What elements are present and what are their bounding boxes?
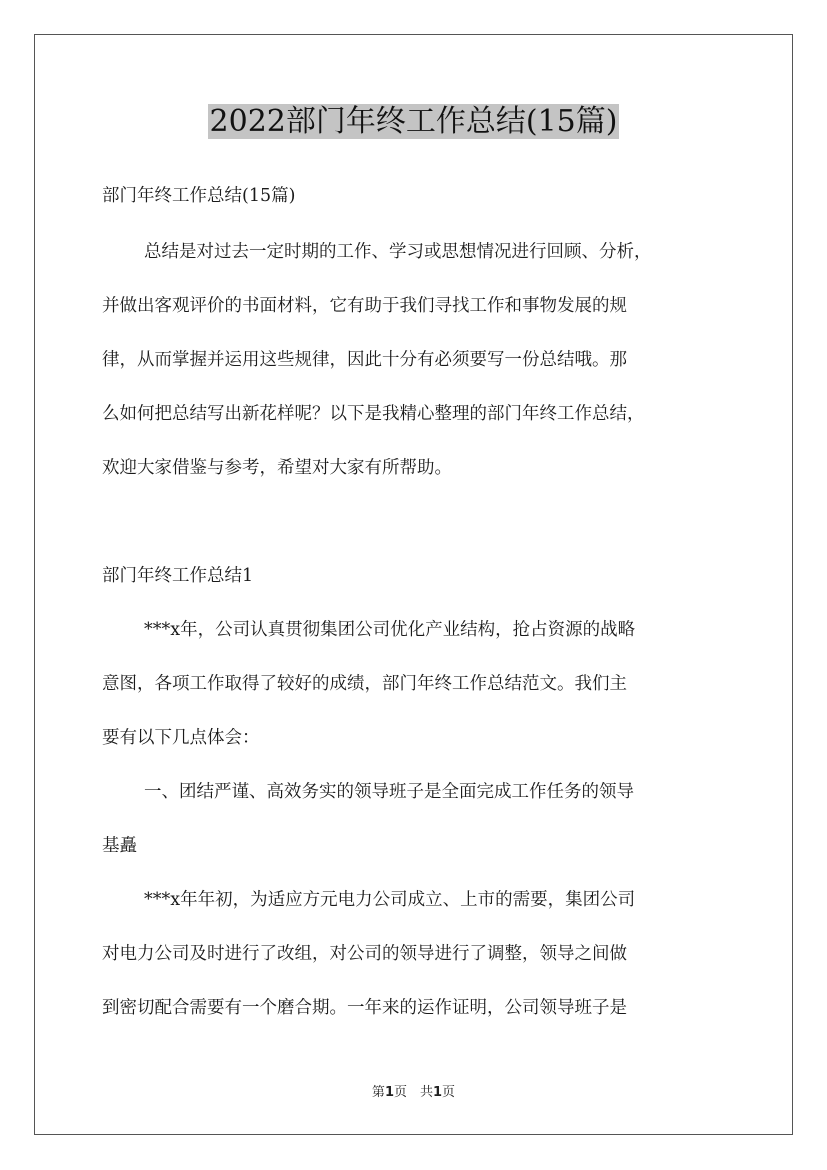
point-line: 基矗 <box>102 836 137 856</box>
footer-current-page: 1 <box>384 1085 394 1100</box>
paragraph-line: 意图，各项工作取得了较好的成绩，部门年终工作总结范文。我们主 <box>102 674 627 694</box>
paragraph-line: 到密切配合需要有一个磨合期。一年来的运作证明，公司领导班子是 <box>102 998 627 1018</box>
paragraph-line: 对电力公司及时进行了改组，对公司的领导进行了调整，领导之间做 <box>102 944 627 964</box>
subtitle: 部门年终工作总结(15篇) <box>102 186 296 206</box>
title-text: 2022部门年终工作总结(15篇) <box>209 104 618 139</box>
footer-mid: 页 共 <box>393 1085 433 1100</box>
intro-line: 总结是对过去一定时期的工作、学习或思想情况进行回顾、分析， <box>144 242 652 262</box>
footer-total-pages: 1 <box>433 1085 443 1100</box>
paragraph-line: ***x年年初，为适应方元电力公司成立、上市的需要，集团公司 <box>144 890 636 910</box>
footer-prefix: 第 <box>371 1085 385 1100</box>
paragraph-line: 要有以下几点体会： <box>102 728 260 748</box>
document-body <box>102 0 738 1080</box>
intro-line: 欢迎大家借鉴与参考，希望对大家有所帮助。 <box>102 458 452 478</box>
intro-line: 律，从而掌握并运用这些规律，因此十分有必须要写一份总结哦。那 <box>102 350 627 370</box>
intro-line: 么如何把总结写出新花样呢？以下是我精心整理的部门年终工作总结， <box>102 404 645 424</box>
footer-suffix: 页 <box>442 1085 456 1100</box>
intro-line: 并做出客观评价的书面材料，它有助于我们寻找工作和事物发展的规 <box>102 296 627 316</box>
paragraph-line: ***x年，公司认真贯彻集团公司优化产业结构，抢占资源的战略 <box>144 620 636 640</box>
section-heading: 部门年终工作总结1 <box>102 566 254 586</box>
point-line: 一、团结严谨、高效务实的领导班子是全面完成工作任务的领导 <box>144 782 634 802</box>
page-footer <box>0 1081 827 1100</box>
